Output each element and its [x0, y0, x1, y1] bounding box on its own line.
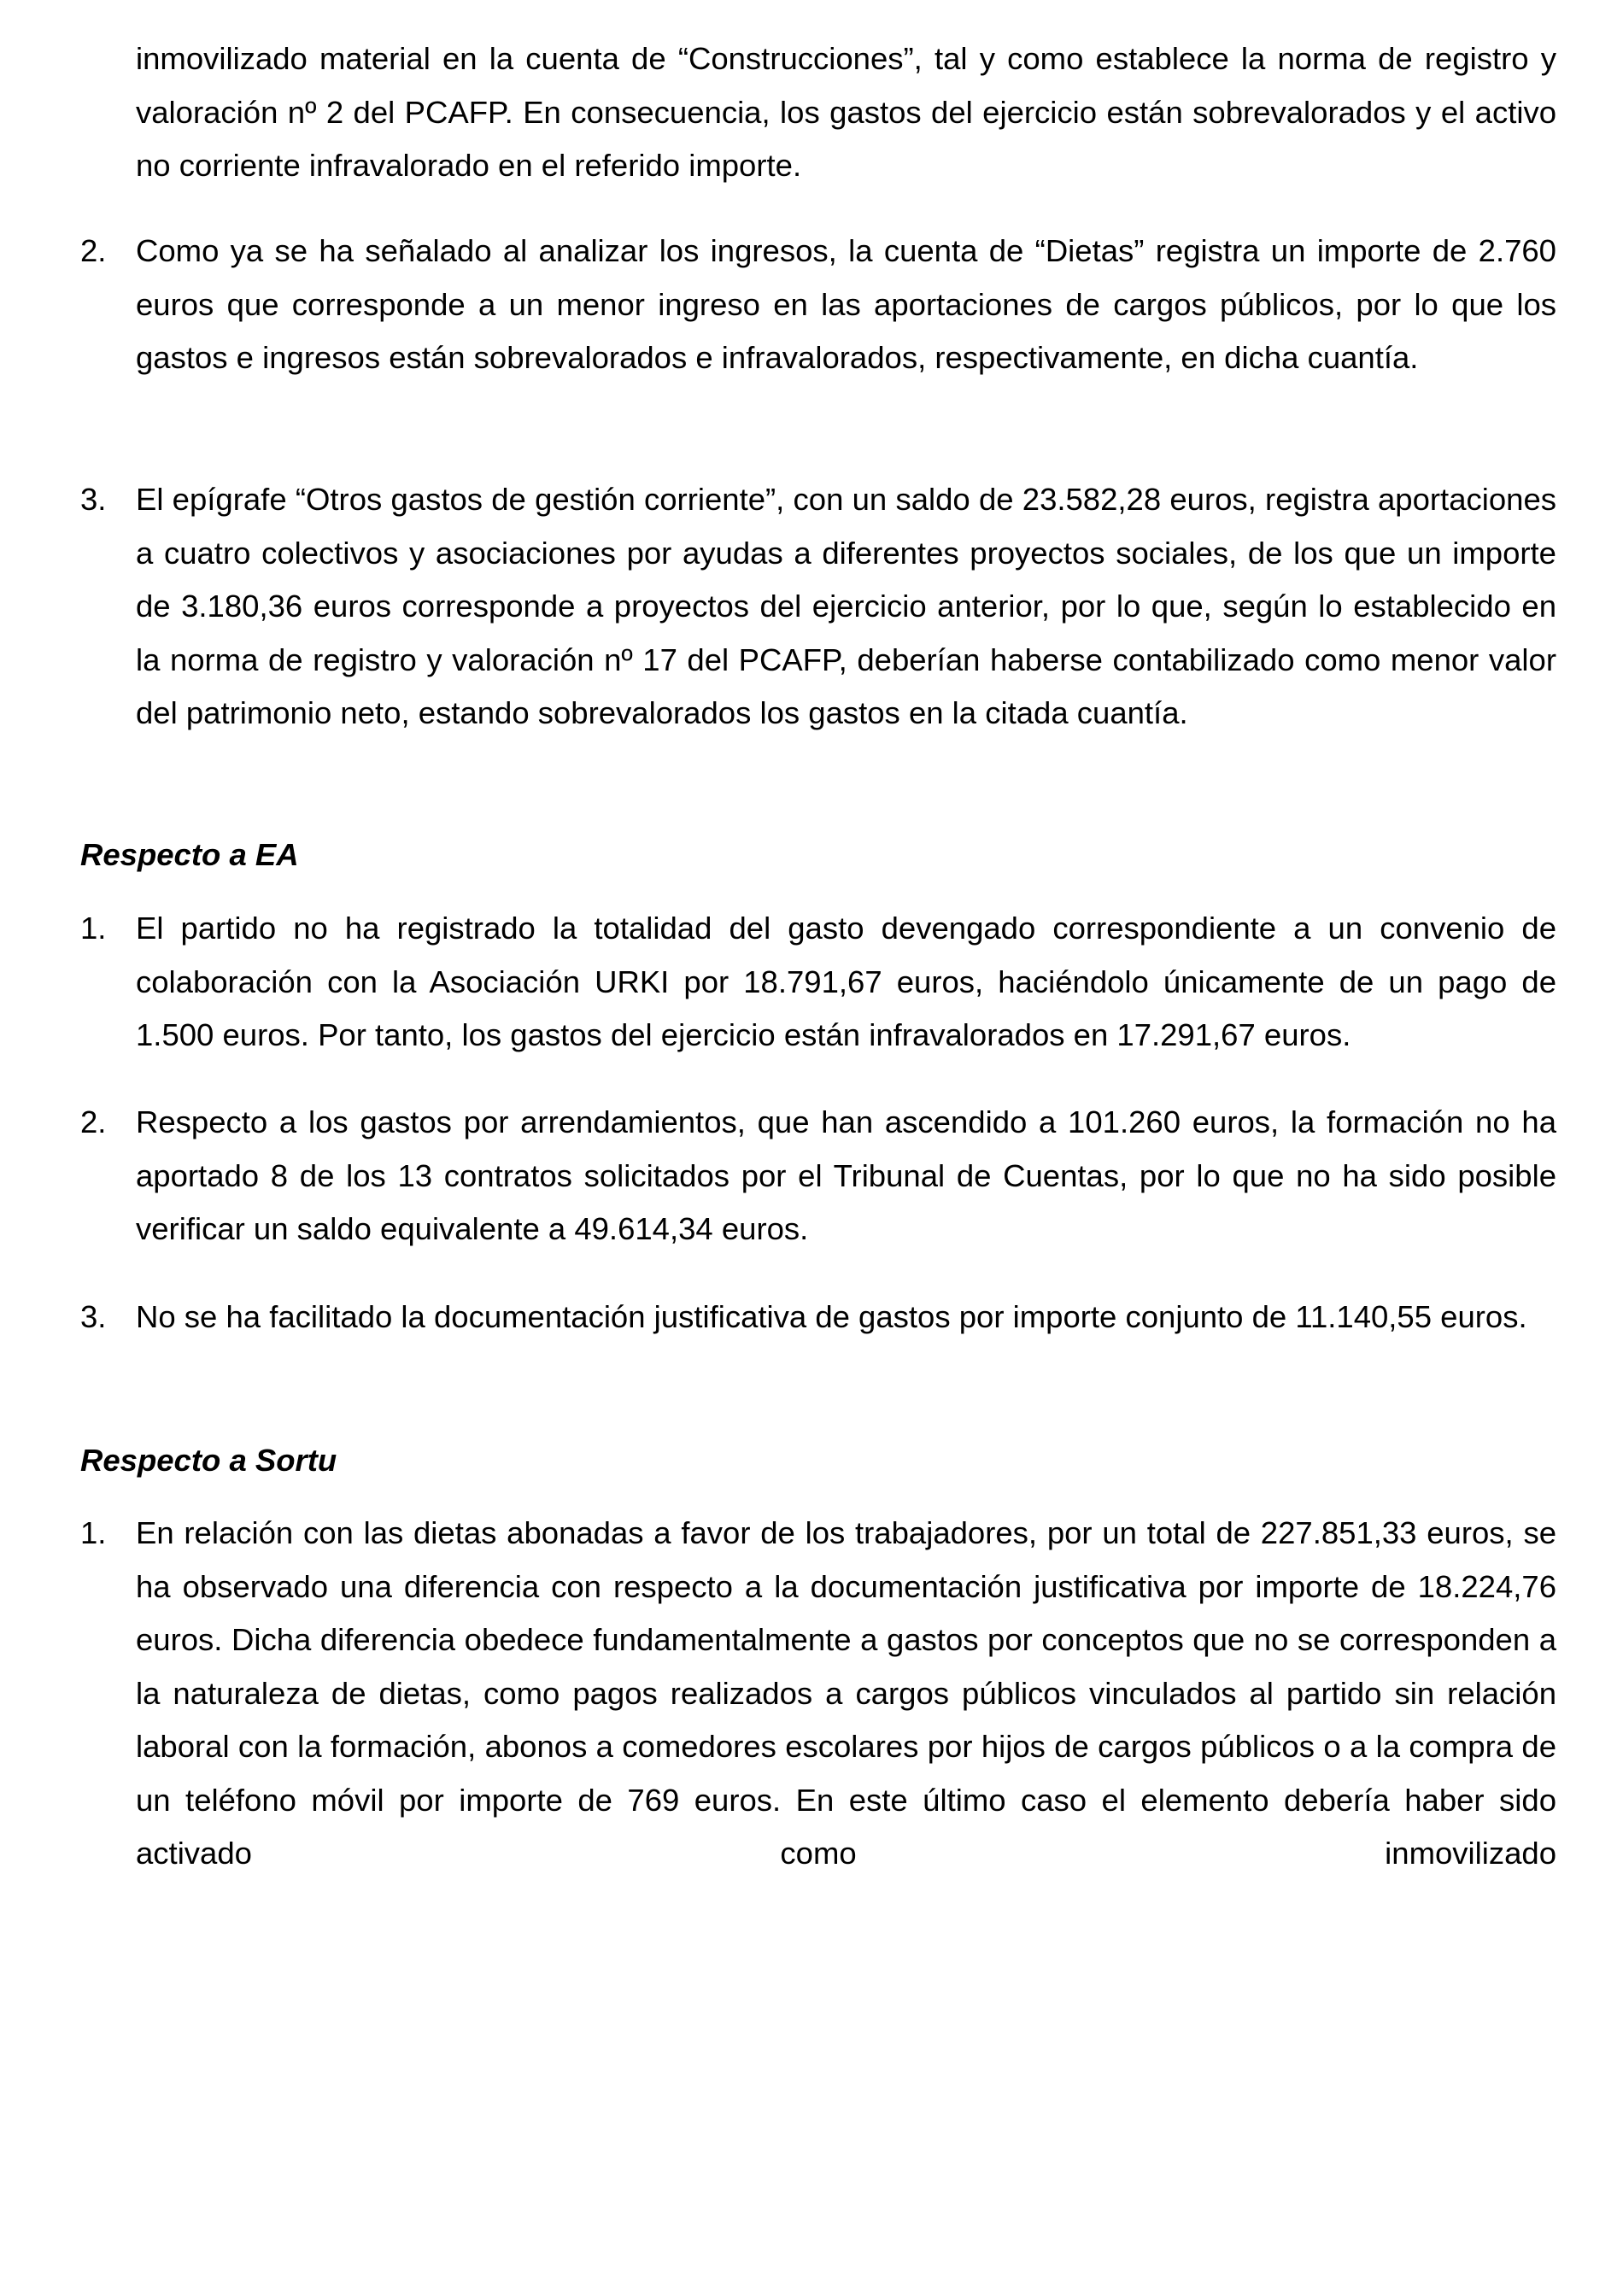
section-heading-ea: Respecto a EA: [80, 837, 299, 872]
list-item-number: 3.: [80, 482, 107, 517]
list-item-number: 1.: [80, 911, 107, 946]
section-heading-sortu: Respecto a Sortu: [80, 1443, 337, 1478]
list-item-text: En relación con las dietas abonadas a favor de los trabajadores, por un total de 227.851,33 euros, se ha observado una diferencia con respecto a la documentación justificativa por importe de 18.224,76 euros. Dicha diferencia obedece fundamentalmente a gastos por conceptos que no se corresponden a la naturaleza de dietas, como pagos realizados a cargos públicos vinculados al partido sin relación laboral con la formación, abonos a comedores escolares por hijos de cargos públicos o a la compra de un teléfono móvil por importe de 769 euros. En este último caso el elemento debería haber sido activado como inmovilizado: [136, 1515, 1556, 1871]
list-item-text: No se ha facilitado la documentación justificativa de gastos por importe conjunto de 11.140,55 euros.: [136, 1299, 1527, 1334]
list-item: [80, 1096, 1556, 1256]
intro-text: inmovilizado material en la cuenta de “Construcciones”, tal y como establece la norma de registro y valoración nº 2 del PCAFP. En consecuencia, los gastos del ejercicio están sobrevalorados y el activo no corriente infravalorado en el referido importe.: [136, 41, 1556, 183]
list-item-text: Respecto a los gastos por arrendamientos, que han ascendido a 101.260 euros, la formación no ha aportado 8 de los 13 contratos solicitados por el Tribunal de Cuentas, por lo que no ha sido posible verificar un saldo equivalente a 49.614,34 euros.: [136, 1104, 1556, 1246]
list-item: [80, 902, 1556, 1063]
list-item: [80, 1507, 1556, 1881]
list-item: [80, 1291, 1556, 1344]
list-item-text: El partido no ha registrado la totalidad del gasto devengado correspondiente a un convenio de colaboración con la Asociación URKI por 18.791,67 euros, haciéndolo únicamente de un pago de 1.500 euros. Por tanto, los gastos del ejercicio están infravalorados en 17.291,67 euros.: [136, 911, 1556, 1052]
list-item: [80, 225, 1556, 385]
list-item-number: 2.: [80, 1104, 107, 1139]
list-item-number: 2.: [80, 233, 107, 268]
intro-paragraph: [80, 32, 1556, 193]
list-item-number: 3.: [80, 1299, 107, 1334]
list-item-text: El epígrafe “Otros gastos de gestión corriente”, con un saldo de 23.582,28 euros, registra aportaciones a cuatro colectivos y asociaciones por ayudas a diferentes proyectos sociales, de los que un importe de 3.180,36 euros corresponde a proyectos del ejercicio anterior, por lo que, según lo establecido en la norma de registro y valoración nº 17 del PCAFP, deberían haberse contabilizado como menor valor del patrimonio neto, estando sobrevalorados los gastos en la citada cuantía.: [136, 482, 1556, 730]
list-item-text: Como ya se ha señalado al analizar los ingresos, la cuenta de “Dietas” registra un importe de 2.760 euros que corresponde a un menor ingreso en las aportaciones de cargos públicos, por lo que los gastos e ingresos están sobrevalorados e infravalorados, respectivamente, en dicha cuantía.: [136, 233, 1556, 375]
list-item-number: 1.: [80, 1515, 107, 1550]
list-item: [80, 473, 1556, 741]
